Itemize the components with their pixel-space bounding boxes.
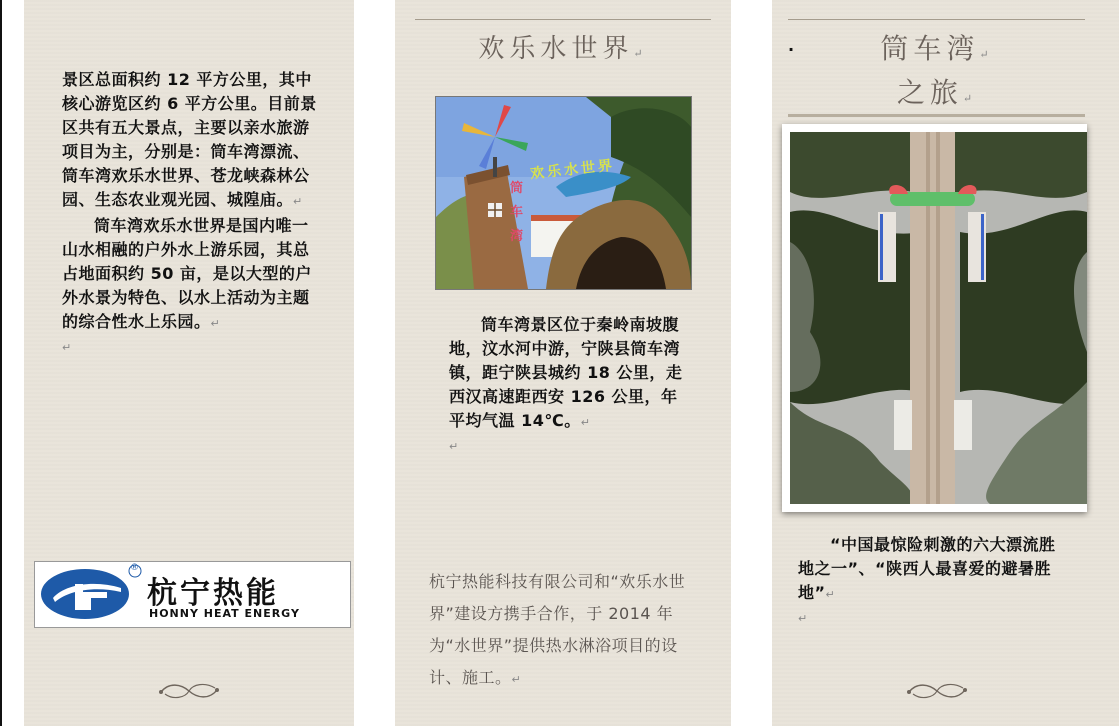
panel-right — [772, 0, 1119, 726]
paragraph-mark: ↵ — [979, 48, 994, 61]
paragraph-mark: ↵ — [293, 195, 303, 208]
paragraph-mark: ↵ — [633, 47, 648, 60]
title-rule — [788, 19, 1085, 20]
paragraph-mark: ↵ — [580, 416, 591, 429]
left-paragraph-2: 筒车湾欢乐水世界是国内唯一山水相融的户外水上游乐园，其总占地面积约 50 亩，是以大型的户外水景为特色、以水上活动为主题的综合性水上乐园。↵ — [62, 216, 312, 331]
company-logo — [34, 561, 351, 628]
paragraph-mark: ↵ — [825, 588, 836, 601]
right-quote-block — [798, 533, 1068, 631]
middle-text-block — [449, 313, 691, 459]
flourish-ornament — [157, 680, 221, 702]
photo-sign-text: 欢乐水世界 — [529, 157, 616, 183]
panel-middle — [395, 0, 731, 726]
paragraph-mark: ↵ — [798, 612, 808, 625]
paragraph-mark: ↵ — [962, 92, 978, 105]
bridge-photo — [790, 132, 1087, 504]
cooperation-text: 杭宁热能科技有限公司和“欢乐水世界”建设方携手合作，于 2014 年为“水世界”提供热水淋浴项目的设计、施工。↵ — [429, 572, 686, 687]
paragraph-mark: ↵ — [62, 341, 72, 354]
bullet-dot: . — [788, 36, 795, 55]
right-title: 筒车湾↵ 之旅↵ — [880, 32, 994, 109]
paragraph-mark: ↵ — [511, 673, 522, 686]
middle-paragraph: 筒车湾景区位于秦岭南坡腹地，汶水河中游，宁陕县筒车湾镇，距宁陕县城约 18 公里，走西汉高速距西安 126 公里，年平均气温 14℃。↵ — [449, 315, 683, 430]
bridge-photo-frame — [782, 124, 1087, 512]
page-edge-line — [0, 0, 2, 726]
panel-left — [24, 0, 354, 726]
title-rule-thick — [788, 114, 1085, 117]
water-park-photo — [435, 96, 692, 290]
middle-title: 欢乐水世界↵ — [478, 34, 648, 64]
left-text-block — [62, 68, 324, 360]
logo-name-en: HONNY HEAT ENERGY — [149, 607, 300, 620]
paragraph-mark: ↵ — [449, 440, 459, 453]
paragraph-mark: ↵ — [210, 317, 221, 330]
left-paragraph-1: 景区总面积约 12 平方公里，其中核心游览区约 6 平方公里。目前景区共有五大景点，主要以亲水旅游项目为主，分别是：筒车湾漂流、筒车湾欢乐水世界、苍龙峡森林公园、生态农业观光园、城隍庙。↵ — [62, 70, 317, 209]
logo-name-cn: 杭宁热能 — [147, 576, 279, 611]
flourish-ornament — [905, 680, 969, 702]
right-quote: “中国最惊险刺激的六大漂流胜地之一”、“陕西人最喜爱的避暑胜地”↵ — [798, 535, 1056, 602]
title-rule — [415, 19, 711, 20]
registered-mark: ® — [130, 563, 139, 573]
photo-tower-text: 筒车湾 — [510, 181, 524, 244]
